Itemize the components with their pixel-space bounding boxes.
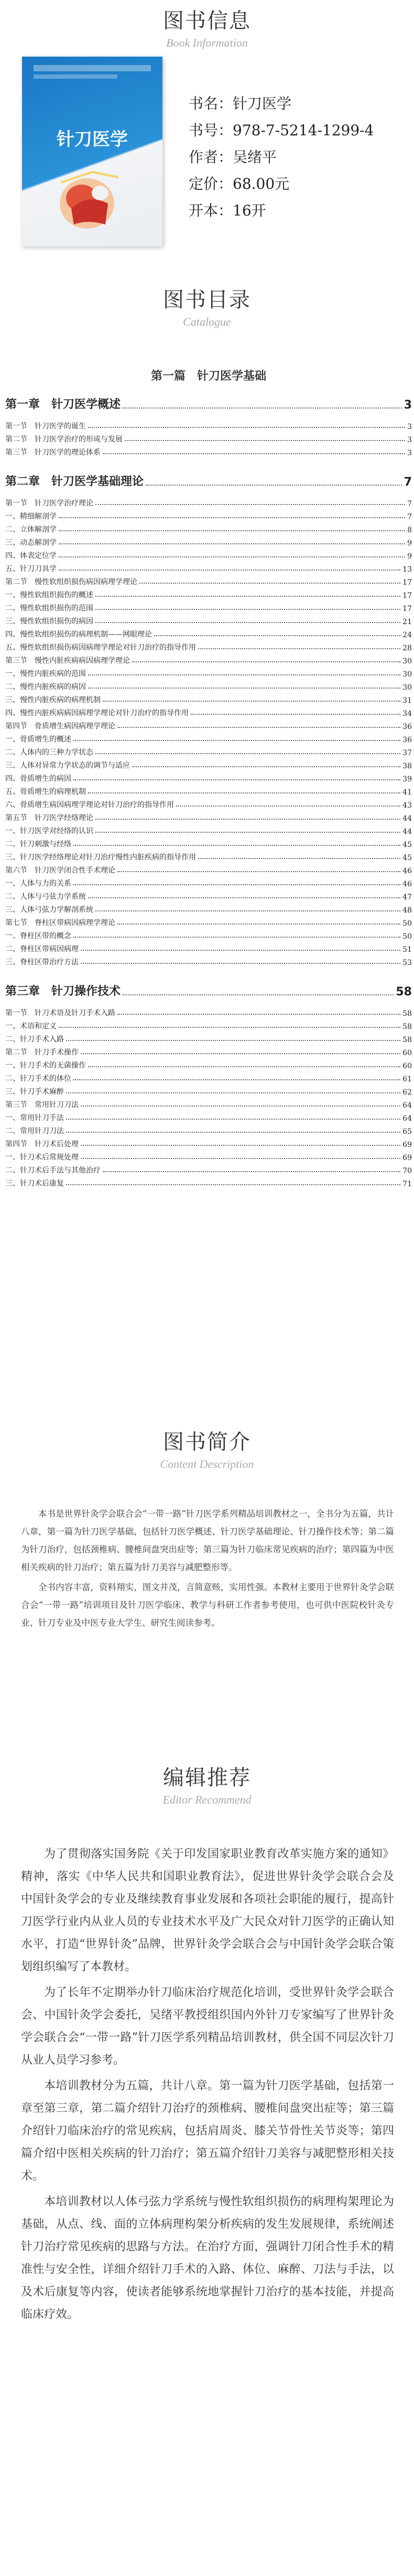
toc-entry-title: 三、针刀术后康复 <box>5 1179 64 1188</box>
toc-entry-title: 二、针刀手术的体位 <box>5 1075 71 1083</box>
recommend-paragraph: 为了长年不定期举办针刀临床治疗规范化培训，受世界针灸学会联合会、中国针灸学会委托，吴绪平教授组织国内外针刀专家编写了世界针灸学会联合会“一带一路”针刀医学系列精品培训教材，供全国不同层次针刀从业人员学习参考。 <box>21 1986 394 2067</box>
toc-entry-item <box>5 797 412 810</box>
toc-entry-item <box>5 1110 412 1123</box>
toc-page-number: 9 <box>407 539 412 548</box>
toc-leader-dots <box>66 1184 400 1185</box>
toc-entry-item <box>5 600 412 613</box>
toc-entry-title: 第一章 针刀医学概述 <box>5 398 121 411</box>
toc-page-number: 30 <box>402 657 412 666</box>
toc-leader-dots <box>117 1014 400 1015</box>
toc-list <box>5 393 412 1188</box>
toc-entry-title: 一、针刀医学对经络的认识 <box>5 827 93 835</box>
toc-entry-item <box>5 1031 412 1044</box>
intro-title: 图书简介 <box>163 1430 251 1454</box>
toc-page-number: 51 <box>402 946 412 954</box>
toc-page-number: 60 <box>402 1062 412 1070</box>
toc-leader-dots <box>88 688 400 689</box>
toc-leader-dots <box>103 453 405 454</box>
toc-entry-section <box>5 444 412 457</box>
toc-page-number: 47 <box>402 893 412 901</box>
intro-subtitle: Content Description <box>160 1457 254 1471</box>
toc-entry-section <box>5 495 412 508</box>
toc-leader-dots <box>81 963 400 964</box>
toc-page-number: 17 <box>402 592 412 600</box>
recommend-header <box>0 1761 414 1807</box>
toc-entry-title: 第一节 针刀医学的诞生 <box>5 422 86 431</box>
toc-leader-dots <box>125 440 405 441</box>
toc-entry-title: 第三节 针刀医学的理论体系 <box>5 448 101 457</box>
toc-page-number: 70 <box>402 1167 412 1175</box>
toc-page-number: 7 <box>407 513 412 521</box>
toc-entry-title: 二、慢性软组织损伤的范围 <box>5 604 93 613</box>
toc-entry-item <box>5 836 412 849</box>
toc-leader-dots <box>73 845 400 846</box>
toc-page-number: 41 <box>402 788 412 797</box>
toc-entry-title: 二、针刀刺激与经络 <box>5 840 71 849</box>
toc-page-number: 9 <box>407 552 412 561</box>
toc-page-number: 7 <box>407 500 412 508</box>
toc-page-number: 3 <box>407 436 412 444</box>
toc-entry-item <box>5 1175 412 1188</box>
toc-leader-dots <box>73 779 400 780</box>
toc-page-number: 21 <box>402 618 412 626</box>
toc-entry-title: 一、慢性内脏疾病的范围 <box>5 670 86 678</box>
toc-leader-dots <box>81 1105 400 1107</box>
toc-page-number: 62 <box>402 1088 412 1097</box>
toc-leader-dots <box>59 517 405 518</box>
toc-entry-item <box>5 705 412 718</box>
toc-leader-dots <box>81 1145 400 1146</box>
toc-entry-title: 六、骨质增生病因病理学理论对针刀治疗的指导作用 <box>5 801 174 809</box>
toc-entry-section <box>5 431 412 444</box>
toc-entry-section <box>5 1097 412 1110</box>
toc-leader-dots <box>81 1158 400 1159</box>
toc-entry-title: 三、人体弓弦力学解剖系统 <box>5 906 93 914</box>
recommend-body <box>21 1843 394 2329</box>
toc-entry-section <box>5 718 412 731</box>
toc-page-number: 30 <box>402 683 412 692</box>
toc-page-number: 64 <box>402 1101 412 1110</box>
toc-part-title: 第一篇 针刀医学基础 <box>150 370 266 383</box>
toc-entry-item <box>5 1149 412 1162</box>
toc-leader-dots <box>95 504 405 505</box>
toc-entry-chapter <box>5 393 412 412</box>
toc-entry-title: 二、常用针刀刀法 <box>5 1127 64 1135</box>
recommend-paragraph: 为了贯彻落实国务院《关于印发国家职业教育改革实施方案的通知》精神，落实《中华人民共和国职业教育法》，促进世界针灸学会联合会及中国针灸学会的专业及继续教育事业发展和各项社会职能的履行，提高针刀医学行业内从业人员的专业技术水平及广大民众对针刀医学的正确认知水平，打造“世界针灸”品牌，世界针灸学会联合会与中国针灸学会联合策划组织编写了本教材。 <box>21 1848 394 1973</box>
toc-page-number: 39 <box>402 775 412 783</box>
toc-page-number: 13 <box>402 565 412 574</box>
toc-entry-title: 第二节 慢性软组织损伤病因病理学理论 <box>5 578 137 586</box>
toc-entry-item <box>5 744 412 757</box>
toc-entry-item <box>5 521 412 534</box>
toc-entry-title: 第七节 脊柱区带病因病理学理论 <box>5 919 115 927</box>
toc-entry-item <box>5 1018 412 1031</box>
toc-entry-title: 一、慢性软组织损伤的概述 <box>5 591 93 599</box>
intro-paragraph: 本书是世界针灸学会联合会“一带一路”针刀医学系列精品培训教材之一，全书分为五篇，共计八章，第一篇为针刀医学基础，包括针刀医学概述、针刀医学基础理论、针刀操作技术等；第二篇为针刀治疗，包括颈椎病、腰椎间盘突出症等；第三篇为针刀临床常见疾病的治疗；第四篇为中医相关疾病的针刀治疗；第五篇为针刀美容与减肥整形等。 <box>21 1509 394 1572</box>
toc-leader-dots <box>95 910 400 911</box>
toc-leader-dots <box>88 1066 400 1067</box>
toc-entry-item <box>5 1162 412 1175</box>
toc-entry-item <box>5 1070 412 1083</box>
toc-leader-dots <box>95 596 400 597</box>
toc-entry-title: 二、人体与弓弦力学系统 <box>5 893 86 901</box>
toc-entry-item <box>5 1123 412 1136</box>
toc-subtitle: Catalogue <box>183 315 231 328</box>
toc-entry-item <box>5 783 412 797</box>
toc-entry-title: 三、针刀医学经络理论对针刀治疗慢性内脏疾病的指导作用 <box>5 853 196 862</box>
toc-entry-item <box>5 823 412 836</box>
isbn-row: 书号：978-7-5214-1299-4 <box>189 122 374 139</box>
toc-leader-dots <box>88 792 400 793</box>
toc-entry-item <box>5 1057 412 1070</box>
toc-entry-item <box>5 928 412 941</box>
toc-leader-dots <box>132 661 400 662</box>
toc-entry-item <box>5 770 412 783</box>
toc-entry-title: 一、针刀手术的无菌操作 <box>5 1061 86 1070</box>
toc-header <box>0 283 414 329</box>
toc-entry-title: 第三节 常用针刀刀法 <box>5 1101 79 1109</box>
toc-leader-dots <box>146 485 402 486</box>
recommend-title: 编辑推荐 <box>163 1766 251 1790</box>
recommend-paragraph: 本培训教材分为五篇，共计八章。第一篇为针刀医学基础，包括第一章至第三章，第二篇介绍针刀治疗的颈椎病、腰椎间盘突出症等；第三篇介绍针刀临床治疗的常见疾病，包括肩周炎、膝关节骨性关节炎等；第四篇介绍中医相关疾病的针刀治疗；第五篇介绍针刀美容与减肥整形相关技术。 <box>21 2079 394 2183</box>
toc-page-number: 28 <box>402 644 412 652</box>
toc-entry-title: 一、针刀术后常规处理 <box>5 1153 79 1162</box>
toc-entry-title: 五、骨质增生的病理机制 <box>5 788 86 796</box>
toc-page-number: 36 <box>402 723 412 731</box>
toc-leader-dots <box>132 766 400 767</box>
toc-page-number: 38 <box>402 762 412 770</box>
toc-entry-title: 四、体表定位学 <box>5 552 57 560</box>
toc-leader-dots <box>73 937 400 938</box>
toc-entry-item <box>5 613 412 626</box>
toc-entry-chapter <box>5 470 412 489</box>
toc-entry-title: 第一节 针刀医学治疗理论 <box>5 499 93 508</box>
toc-page-number: 58 <box>402 1023 412 1031</box>
toc-entry-item <box>5 692 412 705</box>
toc-entry-title: 第二章 针刀医学基础理论 <box>5 475 144 488</box>
toc-entry-title: 第四节 针刀术后处理 <box>5 1140 79 1149</box>
toc-leader-dots <box>123 994 394 995</box>
toc-entry-section <box>5 1136 412 1149</box>
toc-page-number: 43 <box>402 801 412 810</box>
toc-entry-item <box>5 1083 412 1097</box>
toc-leader-dots <box>117 871 400 872</box>
toc-title: 图书目录 <box>163 288 251 312</box>
table-of-contents <box>5 367 412 1188</box>
book-info-subtitle: Book Information <box>166 36 248 49</box>
toc-page-number: 71 <box>402 1180 412 1188</box>
toc-page-number: 45 <box>402 854 412 862</box>
toc-entry-title: 第四节 骨质增生病因病理学理论 <box>5 722 115 731</box>
toc-entry-item <box>5 639 412 652</box>
toc-entry-section <box>5 418 412 431</box>
toc-leader-dots <box>95 753 400 754</box>
toc-entry-item <box>5 508 412 521</box>
toc-page-number: 50 <box>402 932 412 941</box>
toc-entry-section <box>5 915 412 928</box>
toc-page-number: 58 <box>402 1010 412 1018</box>
toc-entry-item <box>5 587 412 600</box>
toc-page-number: 46 <box>402 880 412 888</box>
toc-entry-item <box>5 954 412 967</box>
toc-entry-section <box>5 1044 412 1057</box>
toc-page-number: 8 <box>407 526 412 534</box>
toc-leader-dots <box>88 897 400 898</box>
toc-entry-item <box>5 875 412 888</box>
toc-entry-title: 五、针刀刀具学 <box>5 565 57 573</box>
toc-page-number: 3 <box>404 399 412 412</box>
toc-leader-dots <box>191 714 400 715</box>
toc-entry-title: 二、立体解剖学 <box>5 525 57 534</box>
toc-entry-item <box>5 757 412 770</box>
toc-page-number: 48 <box>402 906 412 915</box>
toc-leader-dots <box>81 1053 400 1054</box>
toc-entry-item <box>5 626 412 639</box>
toc-entry-title: 一、骨质增生的概述 <box>5 735 71 744</box>
toc-entry-item <box>5 731 412 744</box>
toc-page-number: 60 <box>402 1049 412 1057</box>
intro-body <box>21 1505 394 1634</box>
toc-entry-title: 四、慢性内脏疾病病因病理学理论对针刀治疗的指导作用 <box>5 709 189 717</box>
toc-leader-dots <box>81 950 400 951</box>
toc-leader-dots <box>176 806 400 807</box>
toc-entry-title: 第六节 针刀医学闭合性手术理论 <box>5 866 115 875</box>
price-row: 定价：68.00元 <box>189 175 290 192</box>
toc-leader-dots <box>66 1040 400 1041</box>
toc-entry-section <box>5 652 412 666</box>
toc-leader-dots <box>95 609 400 610</box>
toc-page-number: 7 <box>404 476 412 489</box>
toc-page-number: 30 <box>402 670 412 679</box>
toc-page-number: 50 <box>402 919 412 928</box>
toc-entry-title: 二、人体内的三种力学状态 <box>5 748 93 757</box>
toc-entry-title: 三、慢性软组织损伤的病因 <box>5 617 93 626</box>
toc-leader-dots <box>73 884 400 885</box>
toc-leader-dots <box>103 1171 400 1172</box>
toc-page-number: 44 <box>402 814 412 823</box>
toc-entry-title: 三、人体对异常力学状态的调节与适应 <box>5 761 130 770</box>
toc-entry-item <box>5 666 412 679</box>
toc-entry-section <box>5 574 412 587</box>
toc-entry-item <box>5 941 412 954</box>
toc-entry-title: 一、精细解剖学 <box>5 512 57 521</box>
toc-entry-item <box>5 561 412 574</box>
toc-entry-title: 二、慢性内脏疾病的病因 <box>5 683 86 691</box>
toc-entry-title: 第二节 针刀手术操作 <box>5 1048 79 1057</box>
toc-leader-dots <box>103 701 400 702</box>
toc-leader-dots <box>88 674 400 675</box>
book-info-title: 图书信息 <box>163 9 251 33</box>
toc-entry-title: 一、术语和定义 <box>5 1022 57 1031</box>
toc-page-number: 3 <box>407 423 412 431</box>
toc-page-number: 64 <box>402 1114 412 1123</box>
toc-entry-title: 二、针刀手术入路 <box>5 1035 64 1044</box>
toc-entry-item <box>5 534 412 548</box>
toc-page-number: 61 <box>402 1075 412 1083</box>
intro-header <box>0 1425 414 1471</box>
toc-entry-item <box>5 548 412 561</box>
toc-page-number: 36 <box>402 736 412 744</box>
toc-page-number: 45 <box>402 841 412 849</box>
toc-leader-dots <box>73 1079 400 1080</box>
toc-entry-title: 第三章 针刀操作技术 <box>5 985 121 998</box>
toc-leader-dots <box>95 832 400 833</box>
format-row: 开本：16开 <box>189 202 266 219</box>
author-row: 作者：吴绪平 <box>189 148 277 166</box>
toc-page-number: 46 <box>402 867 412 875</box>
book-cover-image <box>22 57 162 246</box>
shoulder-anatomy-illustration <box>50 162 129 235</box>
toc-leader-dots <box>59 543 405 544</box>
toc-page-number: 24 <box>402 631 412 639</box>
toc-entry-item <box>5 888 412 901</box>
toc-leader-dots <box>198 648 400 649</box>
toc-page-number: 69 <box>402 1154 412 1162</box>
toc-entry-title: 三、针刀手术麻醉 <box>5 1088 64 1096</box>
toc-entry-title: 三、动态解剖学 <box>5 539 57 547</box>
toc-leader-dots <box>198 858 400 859</box>
book-info-list <box>189 90 374 224</box>
toc-entry-title: 二、脊柱区带病因病理 <box>5 945 79 953</box>
toc-entry-item <box>5 849 412 862</box>
toc-entry-section <box>5 1005 412 1018</box>
toc-entry-title: 三、脊柱区带治疗方法 <box>5 958 79 967</box>
toc-entry-title: 第三节 慢性内脏疾病病因病理学理论 <box>5 657 130 665</box>
toc-page-number: 58 <box>396 985 412 999</box>
toc-entry-title: 一、常用针刀手法 <box>5 1114 64 1122</box>
toc-page-number: 17 <box>402 605 412 613</box>
toc-page-number: 58 <box>402 1036 412 1044</box>
toc-page-number: 31 <box>402 696 412 705</box>
toc-entry-title: 二、针刀术后手法与其他治疗 <box>5 1166 101 1175</box>
toc-entry-title: 四、骨质增生的病因 <box>5 775 71 783</box>
toc-leader-dots <box>117 727 400 728</box>
toc-page-number: 69 <box>402 1141 412 1149</box>
recommend-subtitle: Editor Recommend <box>162 1793 252 1806</box>
toc-page-number: 44 <box>402 828 412 836</box>
recommend-paragraph: 本培训教材以人体弓弦力学系统与慢性软组织损伤的病理构架理论为基础，从点、线、面的立体病理构架分析疾病的发生发展规律，系统阐述针刀治疗常见疾病的思路与方法。在治疗方面，强调针刀闭合性手术的精准性与安全性，详细介绍针刀手术的入路、体位、麻醉、刀法与手法，以及术后康复等内容，使读者能够系统地掌握针刀治疗的基本技能，并提高临床疗效。 <box>21 2195 394 2321</box>
toc-leader-dots <box>154 635 400 636</box>
toc-entry-title: 第一节 针刀术语及针刀手术入路 <box>5 1009 115 1017</box>
toc-entry-section <box>5 862 412 875</box>
book-title-row: 书名：针刀医学 <box>189 95 292 112</box>
toc-leader-dots <box>73 740 400 741</box>
toc-page-number: 34 <box>402 710 412 718</box>
toc-leader-dots <box>59 1027 400 1028</box>
toc-page-number: 37 <box>402 749 412 757</box>
toc-leader-dots <box>95 622 400 623</box>
toc-entry-title: 四、慢性软组织损伤的病理机制——网眼理论 <box>5 630 152 639</box>
toc-page-number: 17 <box>402 578 412 587</box>
toc-leader-dots <box>66 1119 400 1120</box>
toc-page-number: 65 <box>402 1128 412 1136</box>
toc-entry-chapter <box>5 980 412 999</box>
toc-leader-dots <box>66 1092 400 1093</box>
toc-leader-dots <box>88 427 405 428</box>
toc-leader-dots <box>139 583 400 584</box>
toc-leader-dots <box>66 1132 400 1133</box>
toc-entry-title: 一、脊柱区带的概念 <box>5 932 71 940</box>
book-info-header <box>0 4 414 50</box>
toc-page-number: 3 <box>407 449 412 457</box>
toc-entry-title: 一、人体与力的关系 <box>5 879 71 888</box>
cover-title: 针刀医学 <box>57 129 128 150</box>
toc-entry-section <box>5 810 412 823</box>
toc-leader-dots <box>59 530 405 531</box>
toc-leader-dots <box>95 819 400 820</box>
toc-leader-dots <box>59 570 400 571</box>
toc-page-number: 53 <box>402 959 412 967</box>
toc-entry-title: 第五节 针刀医学经络理论 <box>5 814 93 822</box>
toc-entry-title: 五、慢性软组织损伤病因病理学理论对针刀治疗的指导作用 <box>5 643 196 652</box>
toc-entry-item <box>5 679 412 692</box>
intro-paragraph: 全书内容丰富，资料翔实，图文并茂，言简意赅，实用性强。本教材主要用于世界针灸学会联合会“一带一路”培训项目及针刀医学临床、教学与科研工作者参考使用，也可供中医院校针灸专业、针刀专业及中医专业大学生、研究生阅读参考。 <box>21 1582 394 1628</box>
toc-leader-dots <box>59 556 405 557</box>
toc-leader-dots <box>123 407 402 409</box>
toc-leader-dots <box>117 924 400 925</box>
toc-entry-title: 三、慢性内脏疾病的病理机制 <box>5 696 101 704</box>
toc-entry-title: 第二节 针刀医学治疗的形成与发展 <box>5 435 123 444</box>
toc-entry-item <box>5 901 412 915</box>
